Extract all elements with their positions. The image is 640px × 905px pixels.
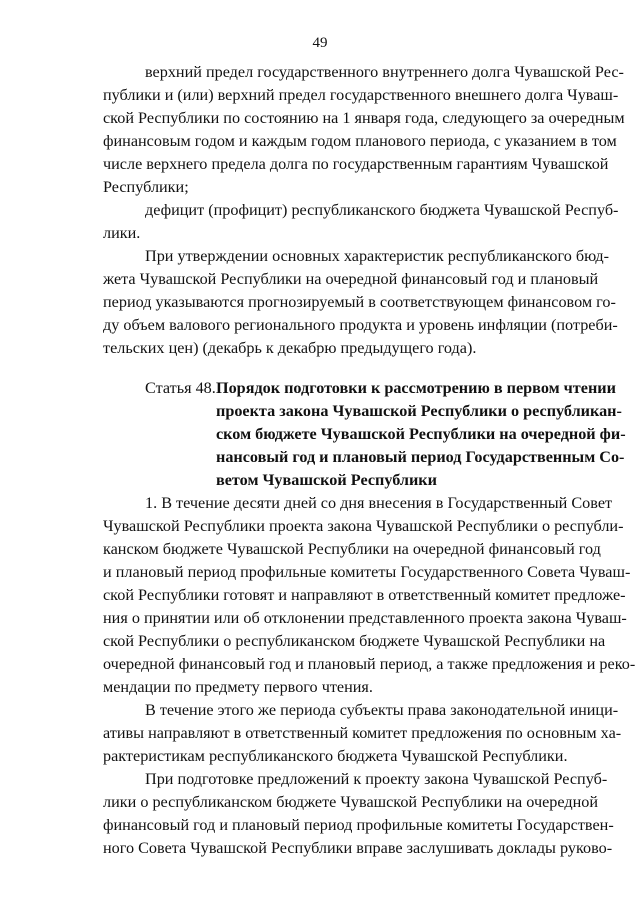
article-label: Статья 48. (145, 379, 216, 397)
text-line: ской Республики о республиканском бюджете Чувашской Республики на (103, 632, 606, 650)
text-line: период указываются прогнозируемый в соответствующем финансовом го- (103, 293, 616, 311)
text-line: 1. В течение десяти дней со дня внесения в Государственный Совет (145, 494, 613, 512)
text-line: При утверждении основных характеристик республиканского бюд- (145, 247, 610, 265)
article-title-line: нансовый год и плановый период Государственным Со- (216, 448, 625, 466)
article-title-line: ветом Чувашской Республики (216, 471, 437, 489)
text-line: и плановый период профильные комитеты Государственного Совета Чуваш- (103, 563, 631, 581)
text-line: ного Совета Чувашской Республики вправе заслушивать доклады руково- (103, 839, 613, 857)
article-title-line: Порядок подготовки к рассмотрению в первом чтении (216, 379, 616, 397)
text-line: Республики; (103, 178, 189, 196)
text-line: ской Республики по состоянию на 1 января года, следующего за очередным (103, 109, 625, 127)
article-title-line: проекта закона Чувашской Республики о республикан- (216, 402, 622, 420)
text-line: числе верхнего предела долга по государственным гарантиям Чувашской (103, 155, 609, 173)
text-line: тельских цен) (декабрь к декабрю предыдущего года). (103, 339, 477, 357)
text-line: канском бюджете Чувашской Республики на очередной финансовый год (103, 540, 601, 558)
text-line: лики о республиканском бюджете Чувашской Республики на очередной (103, 793, 599, 811)
text-line: очередной финансовый год и плановый период, а также предложения и реко- (103, 655, 636, 673)
text-line: При подготовке предложений к проекту закона Чувашской Респуб- (145, 770, 608, 788)
text-line: финансовый год и плановый период профильные комитеты Государствен- (103, 816, 614, 834)
text-line: лики. (103, 224, 141, 242)
text-line: Чувашской Республики проекта закона Чувашской Республики о республи- (103, 517, 624, 535)
article-title-line: ском бюджете Чувашской Республики на очередной фи- (216, 425, 626, 443)
text-line: верхний предел государственного внутреннего долга Чувашской Рес- (145, 63, 624, 81)
page-number: 49 (312, 35, 328, 51)
text-line: рактеристикам республиканского бюджета Чувашской Республики. (103, 747, 568, 765)
text-line: ния о принятии или об отклонении представленного проекта закона Чуваш- (103, 609, 627, 627)
text-line: финансовым годом и каждым годом планового периода, с указанием в том (103, 132, 617, 150)
text-line: жета Чувашской Республики на очередной финансовый год и плановый (103, 270, 599, 288)
text-line: дефицит (профицит) республиканского бюджета Чувашской Респуб- (145, 201, 619, 219)
text-line: ской Республики готовят и направляют в ответственный комитет предложе- (103, 586, 626, 604)
text-line: В течение этого же периода субъекты права законодательной иници- (145, 701, 619, 719)
text-line: мендации по предмету первого чтения. (103, 678, 373, 696)
text-line: ду объем валового регионального продукта и уровень инфляции (потреби- (103, 316, 618, 334)
text-line: публики и (или) верхний предел государственного внешнего долга Чуваш- (103, 86, 619, 104)
text-line: ативы направляют в ответственный комитет предложения по основным ха- (103, 724, 622, 742)
